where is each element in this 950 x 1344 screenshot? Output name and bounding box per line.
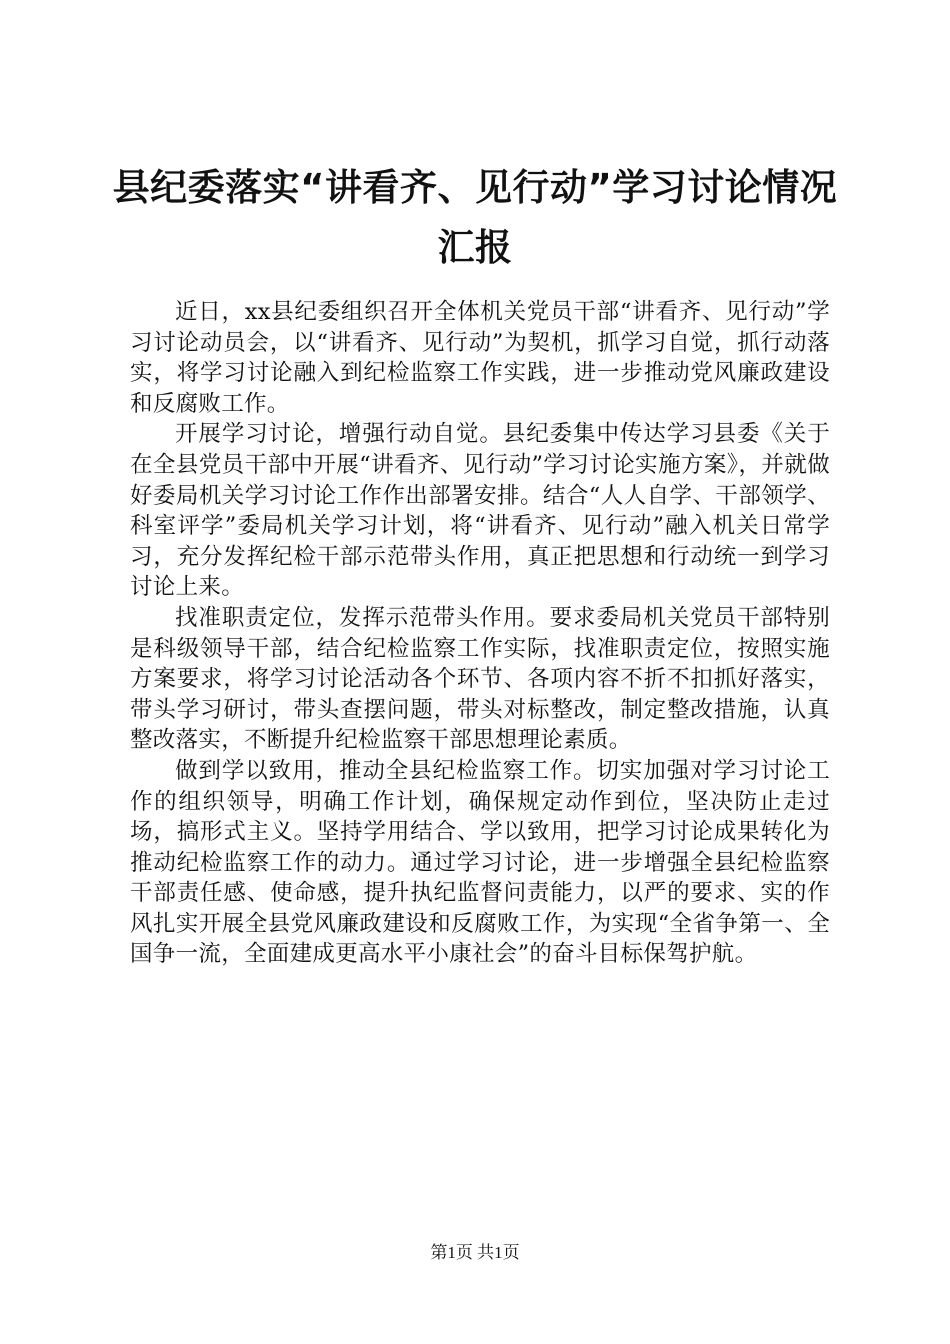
document-title: 县纪委落实“讲看齐、见行动”学习讨论情况汇报 [112, 166, 838, 269]
paragraph-2: 开展学习讨论，增强行动自觉。县纪委集中传达学习县委《关于在全县党员干部中开展“讲看齐、见行动”学习讨论实施方案》，并就做好委局机关学习讨论工作作出部署安排。结合“人人自学、干部领学、科室评学”委局机关学习计划，将“讲看齐、见行动”融入机关日常学习，充分发挥纪检干部示范带头作用，真正把思想和行动统一到学习讨论上来。 [130, 421, 830, 601]
paragraph-4: 做到学以致用，推动全县纪检监察工作。切实加强对学习讨论工作的组织领导，明确工作计划，确保规定动作到位，坚决防止走过场，搞形式主义。坚持学用结合、学以致用，把学习讨论成果转化为推动纪检监察工作的动力。通过学习讨论，进一步增强全县纪检监察干部责任感、使命感，提升执纪监督问责能力，以严的要求、实的作风扎实开展全县党风廉政建设和反腐败工作，为实现“全省争第一、全国争一流，全面建成更高水平小康社会”的奋斗目标保驾护航。 [130, 757, 830, 968]
paragraph-1: 近日，xx县纪委组织召开全体机关党员干部“讲看齐、见行动”学习讨论动员会，以“讲看齐、见行动”为契机，抓学习自觉，抓行动落实，将学习讨论融入到纪检监察工作实践，进一步推动党风廉政建设和反腐败工作。 [130, 299, 830, 417]
document-body [130, 297, 830, 970]
paragraph-3: 找准职责定位，发挥示范带头作用。要求委局机关党员干部特别是科级领导干部，结合纪检监察工作实际，找准职责定位，按照实施方案要求，将学习讨论活动各个环节、各项内容不折不扣抓好落实，带头学习研讨，带头查摆问题，带头对标整改，制定整改措施，认真整改落实，不断提升纪检监察干部思想理论素质。 [130, 604, 830, 754]
page-footer: 第1页 共1页 [430, 1243, 520, 1262]
